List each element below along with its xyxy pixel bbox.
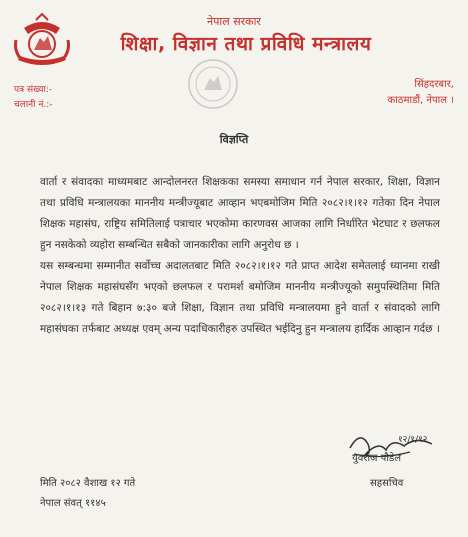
signer-name: युवराज पौडेल (352, 453, 402, 464)
body-paragraph-2: यस सम्बन्धमा सम्मानीत सर्वोच्च अदालतबाट मिति २०८२।१।१२ गते प्राप्त आदेश समेतलाई ध्यानमा राखी नेपाल शिक्षक महासंघसँग भएको छलफल र परामर्श बमोजिम माननीय मन्त्रीज्यूको समुपस्थितिमा मिति २०८२।१।१३ गते बिहान ७:३० बजे शिक्षा, विज्ञान तथा प्रविधि मन्त्रालयमा हुने वार्ता र संवादको लागि महासंघका तर्फबाट अध्यक्ष एवम् अन्य पदाधिकारीहरु उपस्थित भईदिनु हुन मन्त्रालय हार्दिक आव्हान गर्दछ । (40, 260, 440, 335)
body-paragraph-1: वार्ता र संवादका माध्यमबाट आन्दोलनरत शिक्षकका समस्या समाधान गर्न नेपाल सरकार, शिक्षा, विज्ञान तथा प्रविधि मन्त्रालयका माननीय मन्त्रीज्यूबाट आव्हान भएबमोजिम मिति २०८२।१।१२ गतेका दिन नेपाल शिक्षक महासंघ, राष्ट्रिय समितिलाई पत्राचार भएकोमा कारणवस आजका लागि निर्धारित भेटघाट र छलफल हुन नसकेको व्यहोरा सम्बन्धित सबैको जानकारीका लागि अनुरोध छ । (40, 176, 440, 251)
watermark-seal (180, 54, 246, 114)
government-title: नेपाल सरकार (207, 15, 261, 28)
dispatch-number-label: चलानी नं.:- (14, 100, 53, 110)
ministry-title: शिक्षा, विज्ञान तथा प्रविधि मन्त्रालय (120, 33, 372, 55)
letter-number-label: पत्र संख्या:- (14, 85, 53, 95)
signature-date: १२/१/१२ (398, 435, 428, 445)
signer-designation: सहसचिव (370, 478, 404, 489)
address-line2: काठमाडौं, नेपाल । (387, 95, 454, 106)
nepal-sambat-date: नेपाल संवत् ११४५ (40, 498, 106, 509)
address-line1: सिंहदरबार, (414, 79, 454, 90)
subject-heading: विज्ञप्ति (219, 133, 249, 146)
date-bs: मिति २०८२ वैशाख १२ गते (40, 478, 136, 489)
